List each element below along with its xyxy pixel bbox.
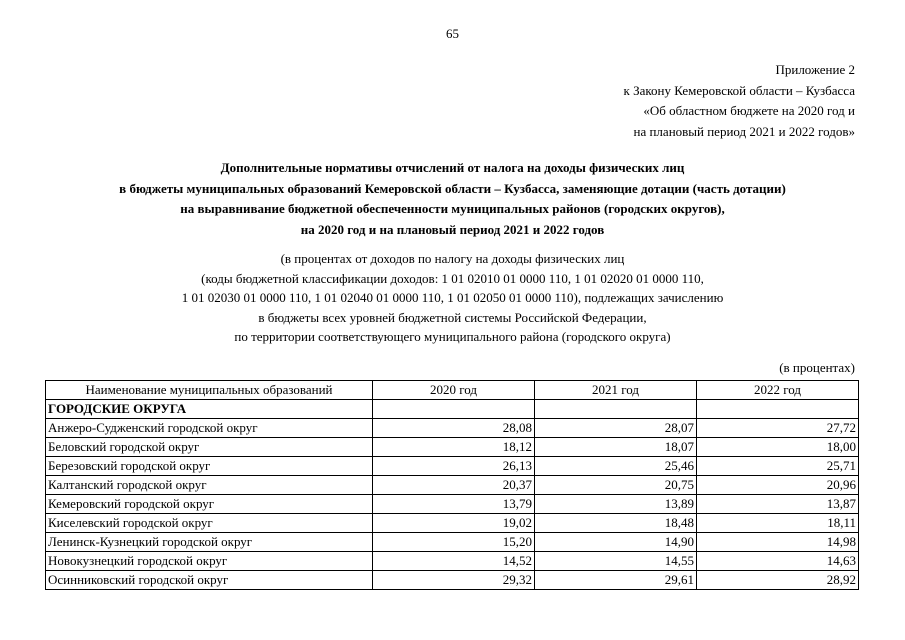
title-line: в бюджеты муниципальных образований Кемеровской области – Кузбасса, заменяющие дотации (часть дотации) bbox=[119, 180, 786, 196]
value-2021: 20,75 bbox=[535, 476, 697, 495]
subtitle-line: (в процентах от доходов по налогу на доходы физических лиц bbox=[280, 251, 625, 266]
appendix-block bbox=[624, 60, 856, 142]
subtitle-line: по территории соответствующего муниципального района (городского округа) bbox=[234, 329, 671, 344]
value-2021: 25,46 bbox=[535, 457, 697, 476]
value-2022: 18,11 bbox=[697, 514, 859, 533]
appendix-line: «Об областном бюджете на 2020 год и bbox=[643, 103, 855, 118]
municipality-name: Анжеро-Судженский городской округ bbox=[46, 419, 373, 438]
title-line: на 2020 год и на плановый период 2021 и 2022 годов bbox=[300, 221, 605, 237]
page-number: 65 bbox=[446, 26, 459, 41]
municipality-name: Беловский городской округ bbox=[46, 438, 373, 457]
group-row bbox=[46, 400, 859, 419]
municipality-name: Березовский городской округ bbox=[46, 457, 373, 476]
group-label: ГОРОДСКИЕ ОКРУГА bbox=[46, 400, 373, 419]
value-2021: 14,90 bbox=[535, 533, 697, 552]
value-2022: 14,98 bbox=[697, 533, 859, 552]
value-2022: 28,92 bbox=[697, 571, 859, 590]
table-row bbox=[46, 419, 859, 438]
column-header-2021: 2021 год bbox=[535, 381, 697, 400]
title-line: Дополнительные нормативы отчислений от налога на доходы физических лиц bbox=[220, 160, 685, 175]
value-2020: 28,08 bbox=[373, 419, 535, 438]
value-2021: 18,48 bbox=[535, 514, 697, 533]
table-header-row bbox=[46, 381, 859, 400]
value-2020: 20,37 bbox=[373, 476, 535, 495]
value-2021: 29,61 bbox=[535, 571, 697, 590]
value-2021: 28,07 bbox=[535, 419, 697, 438]
norms-table bbox=[45, 380, 859, 590]
subtitle-line: 1 01 02030 01 0000 110, 1 01 02040 01 0000 110, 1 01 02050 01 0000 110), подлежащих зачислению bbox=[181, 290, 724, 305]
empty-cell bbox=[697, 400, 859, 419]
table-row bbox=[46, 457, 859, 476]
value-2022: 13,87 bbox=[697, 495, 859, 514]
table-row bbox=[46, 533, 859, 552]
value-2020: 14,52 bbox=[373, 552, 535, 571]
appendix-line: к Закону Кемеровской области – Кузбасса bbox=[623, 82, 855, 98]
value-2022: 27,72 bbox=[697, 419, 859, 438]
value-2021: 18,07 bbox=[535, 438, 697, 457]
value-2020: 13,79 bbox=[373, 495, 535, 514]
column-header-2022: 2022 год bbox=[697, 381, 859, 400]
value-2021: 13,89 bbox=[535, 495, 697, 514]
municipality-name: Калтанский городской округ bbox=[46, 476, 373, 495]
municipality-name: Ленинск-Кузнецкий городской округ bbox=[46, 533, 373, 552]
table-row bbox=[46, 438, 859, 457]
document-title bbox=[0, 158, 905, 240]
value-2020: 15,20 bbox=[373, 533, 535, 552]
empty-cell bbox=[535, 400, 697, 419]
value-2022: 14,63 bbox=[697, 552, 859, 571]
table-row bbox=[46, 571, 859, 590]
value-2020: 18,12 bbox=[373, 438, 535, 457]
value-2020: 19,02 bbox=[373, 514, 535, 533]
empty-cell bbox=[373, 400, 535, 419]
value-2022: 20,96 bbox=[697, 476, 859, 495]
column-header-2020: 2020 год bbox=[373, 381, 535, 400]
value-2022: 18,00 bbox=[697, 438, 859, 457]
value-2020: 26,13 bbox=[373, 457, 535, 476]
column-header-name: Наименование муниципальных образований bbox=[46, 381, 373, 400]
subtitle-line: (коды бюджетной классификации доходов: 1 01 02010 01 0000 110, 1 01 02020 01 0000 110, bbox=[201, 270, 704, 286]
appendix-line: на плановый период 2021 и 2022 годов» bbox=[633, 123, 855, 139]
table-row bbox=[46, 476, 859, 495]
municipality-name: Киселевский городской округ bbox=[46, 514, 373, 533]
title-line: на выравнивание бюджетной обеспеченности муниципальных районов (городских округов), bbox=[180, 201, 725, 216]
table-row bbox=[46, 495, 859, 514]
value-2021: 14,55 bbox=[535, 552, 697, 571]
document-subtitle bbox=[0, 249, 905, 347]
municipality-name: Осинниковский городской округ bbox=[46, 571, 373, 590]
value-2020: 29,32 bbox=[373, 571, 535, 590]
table-row bbox=[46, 552, 859, 571]
municipality-name: Новокузнецкий городской округ bbox=[46, 552, 373, 571]
subtitle-line: в бюджеты всех уровней бюджетной системы Российской Федерации, bbox=[258, 309, 647, 325]
table-row bbox=[46, 514, 859, 533]
unit-note: (в процентах) bbox=[779, 360, 855, 375]
municipality-name: Кемеровский городской округ bbox=[46, 495, 373, 514]
value-2022: 25,71 bbox=[697, 457, 859, 476]
appendix-line: Приложение 2 bbox=[775, 62, 855, 77]
